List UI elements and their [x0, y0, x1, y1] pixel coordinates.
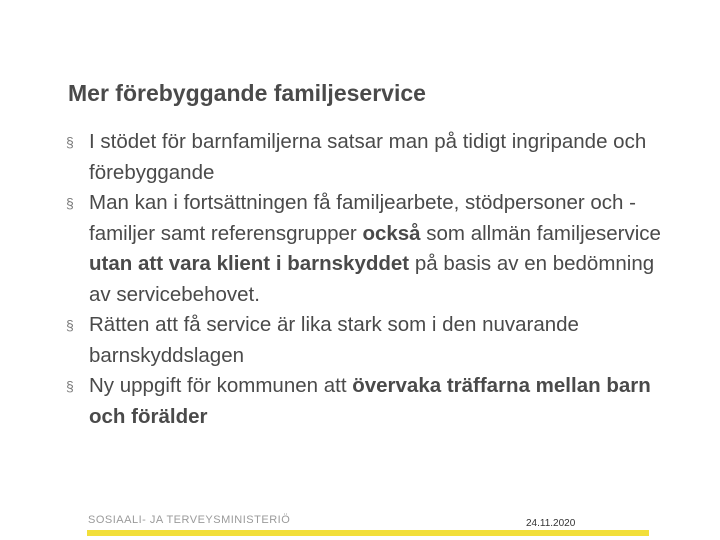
bullet-item — [66, 310, 666, 371]
slide-title: Mer förebyggande familjeservice — [68, 80, 426, 106]
slide-date: 24.11.2020 — [526, 518, 576, 529]
bullet-text-bold: övervaka träffarna mellan barn och förälder — [89, 374, 651, 428]
bullet-marker-icon: § — [66, 317, 74, 333]
bullet-text: Man kan i fortsättningen få familjearbete, stödpersoner och -familjer samt referensgrupper — [89, 191, 636, 245]
bullet-item — [66, 371, 666, 432]
bullet-text: I stödet för barnfamiljerna satsar man på tidigt ingripande och förebyggande — [89, 130, 647, 184]
bullet-text: på basis av en bedömning av servicebehovet. — [89, 252, 655, 306]
bullet-item — [66, 127, 666, 188]
bullet-marker-icon: § — [66, 195, 74, 211]
bullet-marker-icon: § — [66, 134, 74, 150]
ministry-logo: SOSIAALI- JA TERVEYSMINISTERIÖ — [88, 514, 291, 526]
footer-accent-bar — [87, 530, 649, 536]
bullet-item — [66, 188, 666, 310]
bullet-text-bold: utan att vara klient i barnskyddet — [89, 252, 410, 275]
bullet-text: Ny uppgift för kommunen att — [89, 374, 353, 397]
bullet-text: som allmän familjeservice — [420, 221, 661, 245]
bullet-text: Rätten att få service är lika stark som i den nuvarande barnskyddslagen — [89, 313, 579, 367]
bullet-text-bold: också — [362, 221, 421, 245]
bullet-marker-icon: § — [66, 378, 74, 394]
bullet-list — [66, 127, 666, 432]
